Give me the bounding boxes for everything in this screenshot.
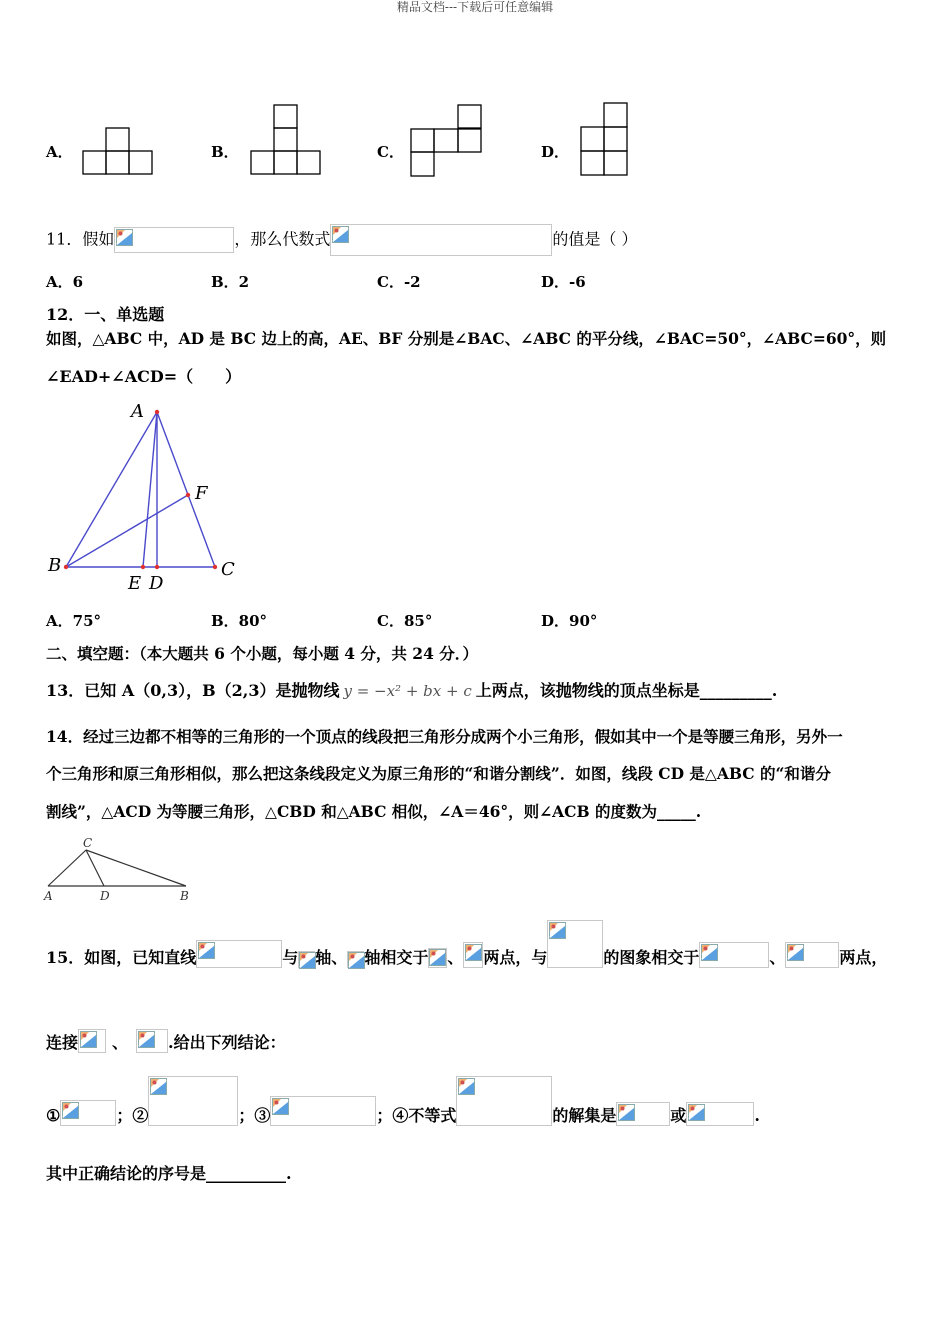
q15-text-s1: ；② [116, 1106, 149, 1125]
q11-option-a: A．6 [46, 273, 84, 291]
q15-image-point-c [699, 942, 769, 968]
q15-image-line-eq [196, 940, 282, 968]
point-a [155, 410, 159, 414]
q11-line [46, 224, 637, 256]
broken-image-icon [116, 229, 133, 246]
label-b: B [180, 889, 189, 903]
q11-option-b: B．2 [211, 273, 250, 291]
q12-option-c: C．85° [377, 612, 433, 630]
broken-image-icon [348, 952, 365, 969]
q15-text-s2: ；③ [238, 1106, 271, 1125]
q15-image-solution-1 [616, 1102, 670, 1126]
q15-text-s6: . [754, 1106, 760, 1125]
q11-option-d: D．-6 [541, 273, 586, 291]
broken-image-icon [138, 1031, 155, 1048]
q10-figure-b [248, 103, 324, 178]
q15-text-1: 15．如图，已知直线 [46, 948, 197, 967]
broken-image-icon [80, 1031, 97, 1048]
q14-triangle-figure [42, 834, 197, 906]
point-d [155, 565, 159, 569]
q15-image-point-b [463, 942, 483, 968]
q12-option-b: B．80° [211, 612, 268, 630]
segment-ae [143, 412, 157, 567]
q15-image-segment-2 [136, 1029, 168, 1053]
label-a: A [44, 889, 53, 903]
label-f: F [195, 483, 208, 504]
label-d: D [149, 573, 164, 594]
q12-stem-line2: ∠EAD+∠ACD=（ ） [46, 367, 242, 386]
label-a: A [131, 401, 144, 422]
broken-image-icon [688, 1104, 705, 1121]
point-f [186, 493, 190, 497]
q15-image-solution-2 [686, 1102, 754, 1126]
point-c [213, 565, 217, 569]
q15-line1 [46, 916, 887, 968]
q13-line [46, 681, 777, 701]
q15-text-2: 与 [282, 948, 299, 967]
broken-image-icon [618, 1104, 635, 1121]
broken-image-icon [701, 944, 718, 961]
q11-option-c: C．-2 [377, 273, 421, 291]
q15-text-9: 两点， [839, 948, 888, 967]
q15-text-6: 两点，与 [483, 948, 548, 967]
page-header: 精品文档---下载后可任意编辑 [396, 0, 554, 14]
section-2-heading: 二、填空题：（本大题共 6 个小题，每小题 4 分，共 24 分．） [46, 644, 479, 663]
broken-image-icon [272, 1098, 289, 1115]
q14-line1: 14．经过三边都不相等的三角形的一个顶点的线段把三角形分成两个小三角形，假如其中一个是等腰三角形，另外一 [46, 727, 843, 746]
q15-text-s5: 或 [670, 1106, 687, 1125]
label-c: C [83, 836, 93, 850]
q15-image-function [547, 920, 603, 968]
broken-image-icon [150, 1078, 167, 1095]
q11-prefix: 11．假如 [46, 229, 115, 249]
label-b: B [48, 555, 62, 576]
broken-image-icon [332, 226, 349, 243]
q13-suffix: 上两点，该抛物线的顶点坐标是_________. [475, 681, 778, 700]
q12-triangle-figure [44, 398, 244, 594]
q15-text-sep: 、 [112, 1033, 129, 1052]
q10-option-a: A． [46, 143, 73, 161]
q15-image-conclusion-2 [148, 1076, 238, 1126]
q10-figure-a [80, 126, 156, 178]
broken-image-icon [429, 949, 446, 966]
q15-text-conclusions: .给出下列结论： [168, 1033, 286, 1052]
broken-image-icon [465, 944, 482, 961]
q15-text-c1: ① [46, 1106, 61, 1125]
q12-title: 12．一、单选题 [46, 305, 165, 324]
q11-image-expression [330, 224, 552, 256]
q14-line2: 个三角形和原三角形相似，那么把这条线段定义为原三角形的“和谐分割线”．如图，线段 CD 是△ABC 的“和谐分 [46, 764, 831, 783]
q15-text-8: 、 [769, 948, 786, 967]
q12-option-a: A．75° [46, 612, 102, 630]
q15-image-x [298, 951, 315, 968]
q13-formula: y = −x² + bx + c [343, 682, 472, 700]
q10-figure-c [408, 103, 486, 181]
label-d: D [100, 889, 110, 903]
q15-text-7: 的图象相交于 [603, 948, 700, 967]
q10-option-d: D． [541, 143, 570, 161]
segment-bf [66, 495, 188, 567]
q11-suffix: 的值是（ ） [552, 229, 638, 249]
q12-option-d: D．90° [541, 612, 598, 630]
q15-image-inequality [456, 1076, 552, 1126]
q15-image-point-d [785, 942, 839, 968]
broken-image-icon [198, 942, 215, 959]
q15-line2 [46, 1015, 286, 1053]
q10-option-c: C． [377, 143, 404, 161]
q15-image-conclusion-3 [270, 1096, 376, 1126]
q11-image-condition [114, 227, 234, 253]
q11-middle: ，那么代数式 [234, 229, 331, 249]
q10-option-b: B． [211, 143, 239, 161]
segment-ac [48, 850, 86, 886]
point-e [141, 565, 145, 569]
label-e: E [128, 573, 142, 594]
broken-image-icon [549, 922, 566, 939]
point-b [64, 565, 68, 569]
q15-text-s3: ；④不等式 [376, 1106, 457, 1125]
q15-text-s4: 的解集是 [552, 1106, 617, 1125]
q15-final: 其中正确结论的序号是__________. [46, 1164, 292, 1183]
q15-text-5: 、 [447, 948, 464, 967]
q10-figure-d [578, 101, 632, 179]
broken-image-icon [458, 1078, 475, 1095]
q15-text-connect: 连接 [46, 1033, 79, 1052]
q15-text-3: 轴、 [315, 948, 348, 967]
q15-image-y [347, 951, 364, 968]
broken-image-icon [787, 944, 804, 961]
broken-image-icon [299, 952, 316, 969]
q15-line3 [46, 1074, 760, 1126]
q14-line3: 割线”，△ACD 为等腰三角形，△CBD 和△ABC 相似，∠A＝46°，则∠ACB 的度数为_____. [46, 802, 702, 821]
q15-image-conclusion-1 [60, 1100, 116, 1126]
q13-prefix: 13．已知 A（0,3），B（2,3）是抛物线 [46, 681, 340, 700]
q15-image-segment-1 [78, 1029, 106, 1053]
label-c: C [221, 559, 235, 580]
broken-image-icon [62, 1102, 79, 1119]
segment-ab [66, 412, 157, 567]
q12-stem-line1: 如图，△ABC 中，AD 是 BC 边上的高，AE、BF 分别是∠BAC、∠ABC 的平分线，∠BAC=50°，∠ABC=60°，则 [46, 329, 887, 348]
q15-text-4: 轴相交于 [364, 948, 429, 967]
q15-image-point-a [428, 948, 447, 968]
